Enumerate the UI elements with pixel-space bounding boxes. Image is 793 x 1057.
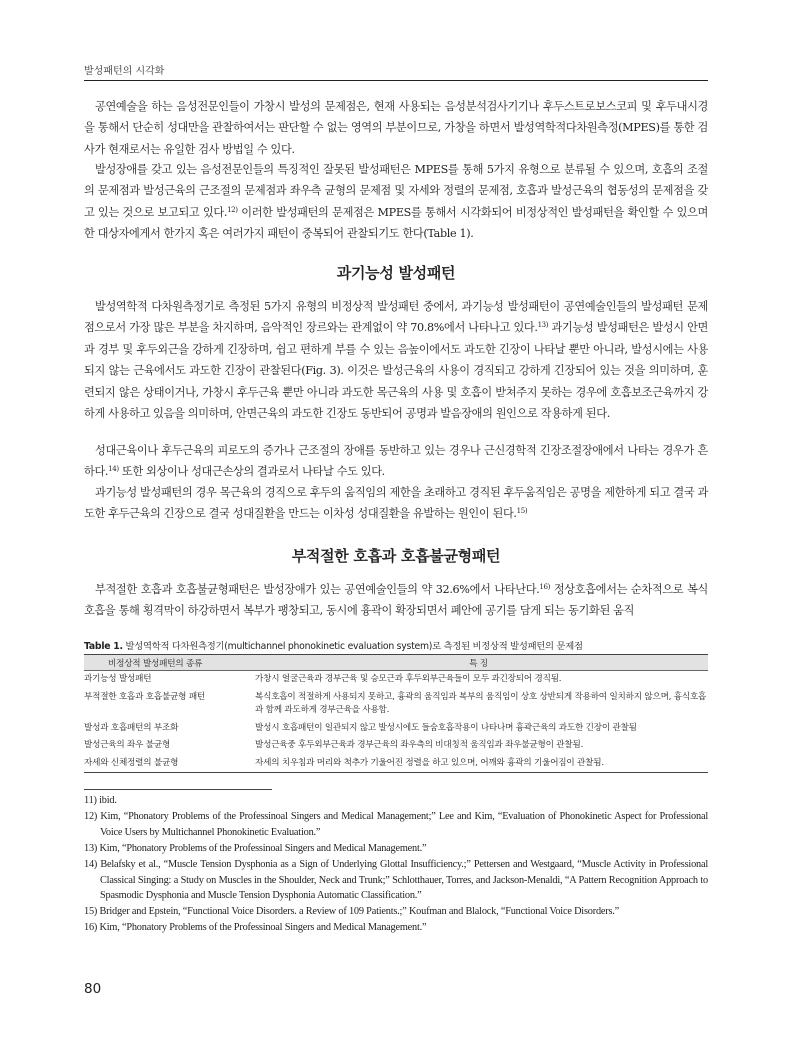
pattern-feature-cell: 가창시 얼굴근육과 경부근육 및 승모근과 후두외부근육들이 모두 과긴장되어 경직됨. [255, 674, 562, 684]
footnote-ref[interactable]: 12) [227, 205, 238, 214]
footnote-16: 16) Kim, “Phonatory Problems of the Professinoal Singers and Medical Management.” [84, 922, 427, 934]
pattern-type-cell: 부적절한 호흡과 호흡불균형 패턴 [84, 691, 206, 702]
table-row [84, 737, 708, 755]
pattern-type-cell: 자세와 신체정렬의 불균형 [84, 755, 249, 773]
section1-paragraph-1: 발성역학적 다차원측정기로 측정된 5가지 유형의 비정상적 발성패턴 중에서, 과기능성 발성패턴이 공연예술인들의 발성패턴 문제점으로서 가장 많은 부분을 차지하며, 음악적인 장르와는 관계없이 약 70.8%에서 나타나고 있다.$^{13)}$ 과기능성 발성패턴은 발성시 안면과 경부 및 후두외근을 강하게 긴장하며, 쉽고 편하게 부를 수 있는 음높이에서도 과도한 긴장이 나타날 뿐만 아니라, 발성시에는 사용되지 않는 근육에서도 과도한 긴장이 관찰된다(Fig. 3). 이것은 발성근육의 사용이 경직되고 강하게 긴장되어 있는 것을 의미하며, 훈련되지 않은 상태이거나, 가창시 후두근육 뿐만 아니라 과도한 목근육의 사용 및 호흡이 받쳐주지 못하는 경우에 호흡보조근육까지 강하게 사용하고 있음을 의미하며, 안면근육의 과도한 긴장도 동반되어 공명과 발음장애의 원인으로 작용하게 된다. [84, 300, 708, 421]
pattern-feature-cell: 복식호흡이 적절하게 사용되지 못하고, 흉곽의 움직임과 복부의 움직임이 상호 상반되게 작용하여 일치하지 않으며, 흉식호흡과 함께 과도하게 경부근육을 사용함. [255, 691, 707, 715]
abnormal-phonation-table [84, 654, 708, 773]
section2-paragraph-1: 부적절한 호흡과 호흡불균형패턴은 발성장애가 있는 공연예술인들의 약 32.6%에서 나타난다.$^{16)}$ 정상호흡에서는 순차적으로 복식호흡을 통해 횡격막이 하강하면서 복부가 팽창되고, 동시에 흉곽이 확장되면서 폐안에 공기를 담게 되는 동기화된 움직 [84, 583, 708, 618]
intro-paragraph-2: 발성장애를 갖고 있는 음성전문인들의 특징적인 잘못된 발성패턴은 MPES를 통해 5가지 유형으로 분류될 수 있으며, 호흡의 조절의 문제점과 발성근육의 근조절의 문제점과 좌우측 균형의 문제점 및 자세와 정렬의 문제점, 호흡과 발성근육의 협동성의 문제점을 갖고 있는 것으로 보고되고 있다.$^{12)}$ 이러한 발성패턴의 문제점은 MPES를 통해서 시각화되어 비정상적인 발성패턴을 확인할 수 있으며 한 대상자에게서 한가지 혹은 여러가지 패턴이 중복되어 관찰되기도 한다(Table 1). [84, 163, 708, 241]
table-row [84, 720, 708, 738]
footnote-ref[interactable]: 14) [108, 465, 119, 474]
pattern-feature-cell: 자세의 치우침과 머리와 척추가 기울어진 정렬을 하고 있으며, 어깨와 흉곽의 기울어짐이 관찰됨. [255, 757, 604, 768]
running-head: 발성패턴의 시각화 [84, 66, 165, 77]
footnote-14: 14) Belafsky et al., “Muscle Tension Dysphonia as a Sign of Underlying Glottal Insufficiency.;” Pettersen and Westgaard, “Muscle Activity in Professional Classical Singing: a Study on Muscles in the Shoulder, Neck and Trunk;” Schlotthauer, Torres, and Jackson-Menaldi, “A Pattern Recognition Approach to Spasmodic Dysphonia and Muscle Tension Dysphonia Automatic Classification.” [84, 858, 708, 902]
footnote-11: 11) ibid. [84, 795, 117, 806]
section1-paragraph-2: 성대근육이나 후두근육의 피로도의 증가나 근조절의 장애를 동반하고 있는 경우나 근신경학적 긴장조절장애에서 나타는 경우가 흔하다.$^{14)}$ 또한 외상이나 성대근손상의 결과로서 나타날 수도 있다. [84, 444, 708, 479]
table-label: Table 1. [84, 641, 123, 652]
table-header-row [84, 655, 708, 671]
footnote-ref[interactable]: 16) [539, 583, 550, 591]
pattern-type-cell: 발성과 호흡패턴의 부조화 [84, 722, 179, 733]
footnote-rule [84, 789, 272, 790]
footnote-13: 13) Kim, “Phonatory Problems of the Professinoal Singers and Medical Management.” [84, 842, 427, 854]
header-rule [84, 80, 708, 81]
footnote-ref[interactable]: 15) [516, 507, 528, 516]
footnote-15: 15) Bridger and Epstein, “Functional Voice Disorders. a Review of 109 Patients.;” Koufman and Blalock, “Functional Voice Disorders.” [84, 906, 620, 918]
column-header-type: 비정상적 발성패턴의 종류 [84, 655, 249, 671]
table-caption: Table 1. 발성역학적 다차원측정기(multichannel phonokinetic evaluation system)로 측정된 비정상적 발성패턴의 문제점 [84, 641, 583, 652]
page-number: 80 [84, 981, 102, 997]
section-title-hyperfunctional: 과기능성 발성패턴 [336, 264, 456, 282]
column-header-features: 특 징 [249, 655, 708, 671]
footnote-ref[interactable]: 13) [537, 321, 549, 330]
table-row [84, 671, 708, 689]
footnotes-list [84, 793, 708, 936]
pattern-feature-cell: 발성시 호흡패턴이 일관되지 않고 발성시에도 들숨호흡작용이 나타나며 흉곽근육의 과도한 긴장이 관찰됨 [255, 722, 637, 733]
pattern-type-cell: 발성근육의 좌우 불균형 [84, 740, 171, 750]
footnote-12: 12) Kim, “Phonatory Problems of the Professinoal Singers and Medical Management;” Lee and Kim, “Evaluation of Phonokinetic Aspect for Professional Voice Users by Multichannel Phonokinetic Evaluation.” [84, 810, 708, 838]
section-title-breathing: 부적절한 호흡과 호흡불균형패턴 [291, 547, 501, 565]
intro-paragraph-1: 공연예술을 하는 음성전문인들이 가창시 발성의 문제점은, 현재 사용되는 음성분석검사기기나 후두스트로보스코피 및 후두내시경을 통해서 단순히 성대만을 관찰하여서는 판단할 수 없는 영역의 부분이므로, 가창을 하면서 발성역학적다차원측정(MPES)를 통한 검사가 현재로서는 유일한 검사 방법일 수 있다. [84, 100, 708, 156]
table-row [84, 689, 708, 720]
pattern-type-cell: 과기능성 발성패턴 [84, 674, 152, 684]
section1-paragraph-3: 과기능성 발성패턴의 경우 목근육의 경직으로 후두의 움직임의 제한을 초래하고 경직된 후두움직임은 공명을 제한하게 되고 결국 과도한 후두근육의 긴장으로 결국 성대질환을 만드는 이차성 성대질환을 유발하는 원인이 된다.$^{15)}$ [84, 486, 708, 521]
table-row [84, 755, 708, 773]
pattern-feature-cell: 발성근육중 후두외부근육과 경부근육의 좌우측의 비대칭적 움직임과 좌우불균형이 관찰됨. [255, 740, 584, 750]
